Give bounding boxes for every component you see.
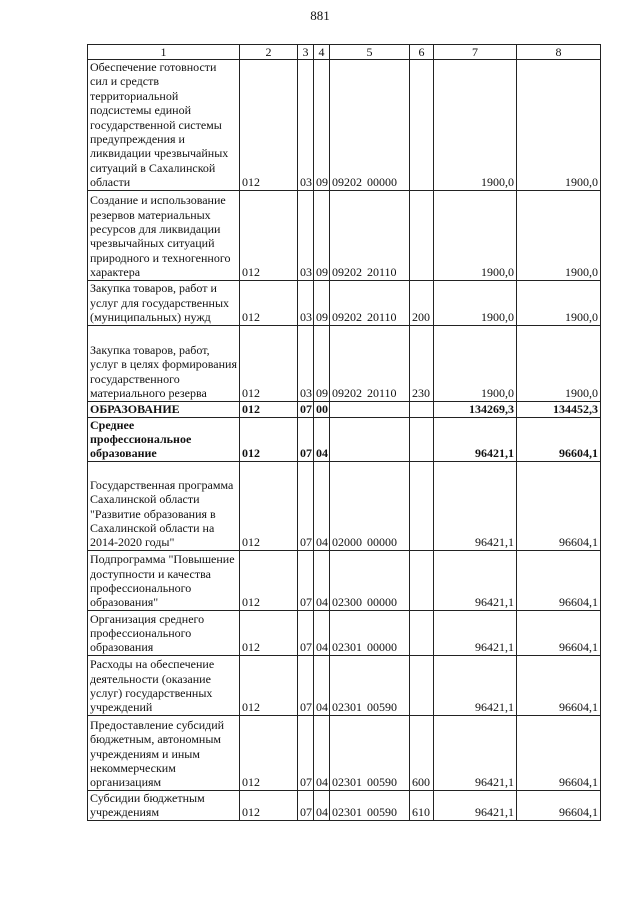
column-header: 7: [434, 45, 517, 60]
row-name-cell: Государственная программа Сахалинской области "Развитие образования в Сахалинской области на 2014-2020 годы": [88, 461, 240, 550]
row-subsection-cell: 09: [314, 280, 330, 325]
row-subsection-cell: 09: [314, 60, 330, 191]
table-row: [88, 60, 601, 191]
row-section-cell: 03: [298, 60, 314, 191]
row-amount-2-cell: 1900,0: [517, 325, 601, 401]
table-row: [88, 610, 601, 655]
row-admin-code-cell: 012: [240, 280, 298, 325]
row-section-cell: 07: [298, 401, 314, 417]
page-number: 881: [310, 8, 330, 23]
row-target-article-cell: 02301 00000: [330, 610, 410, 655]
row-target-article-cell: 02000 00000: [330, 461, 410, 550]
row-subsection-cell: 04: [314, 550, 330, 610]
row-amount-2-cell: 96604,1: [517, 610, 601, 655]
row-name-cell: Закупка товаров, работ и услуг для государственных (муниципальных) нужд: [88, 280, 240, 325]
table-row: [88, 417, 601, 461]
row-section-cell: 07: [298, 417, 314, 461]
header-row: [88, 45, 601, 60]
column-header: 5: [330, 45, 410, 60]
row-admin-code-cell: 012: [240, 417, 298, 461]
row-expense-type-cell: 610: [410, 790, 434, 820]
row-name-cell: ОБРАЗОВАНИЕ: [88, 401, 240, 417]
table-row: [88, 790, 601, 820]
row-amount-2-cell: 96604,1: [517, 461, 601, 550]
row-amount-1-cell: 134269,3: [434, 401, 517, 417]
row-admin-code-cell: 012: [240, 190, 298, 280]
row-section-cell: 07: [298, 550, 314, 610]
row-expense-type-cell: [410, 550, 434, 610]
row-amount-1-cell: 96421,1: [434, 610, 517, 655]
row-target-article-cell: 02300 00000: [330, 550, 410, 610]
row-expense-type-cell: [410, 401, 434, 417]
row-section-cell: 03: [298, 325, 314, 401]
row-amount-1-cell: 96421,1: [434, 790, 517, 820]
row-amount-1-cell: 96421,1: [434, 550, 517, 610]
column-header: 1: [88, 45, 240, 60]
row-amount-2-cell: 96604,1: [517, 550, 601, 610]
row-target-article-cell: 09202 20110: [330, 280, 410, 325]
row-amount-2-cell: 96604,1: [517, 715, 601, 790]
row-subsection-cell: 09: [314, 325, 330, 401]
row-section-cell: 07: [298, 790, 314, 820]
row-admin-code-cell: 012: [240, 60, 298, 191]
row-admin-code-cell: 012: [240, 790, 298, 820]
row-subsection-cell: 04: [314, 715, 330, 790]
row-expense-type-cell: [410, 417, 434, 461]
budget-table: [87, 44, 601, 821]
row-amount-1-cell: 1900,0: [434, 190, 517, 280]
row-name-cell: Подпрограмма "Повышение доступности и качества профессионального образования": [88, 550, 240, 610]
row-section-cell: 03: [298, 280, 314, 325]
row-target-article-cell: [330, 417, 410, 461]
row-target-article-cell: 09202 20110: [330, 325, 410, 401]
row-target-article-cell: [330, 401, 410, 417]
table-row: [88, 461, 601, 550]
row-amount-2-cell: 1900,0: [517, 190, 601, 280]
row-amount-2-cell: 134452,3: [517, 401, 601, 417]
row-name-cell: Субсидии бюджетным учреждениям: [88, 790, 240, 820]
row-amount-1-cell: 96421,1: [434, 715, 517, 790]
table-row: [88, 550, 601, 610]
row-section-cell: 07: [298, 715, 314, 790]
row-amount-2-cell: 1900,0: [517, 60, 601, 191]
row-section-cell: 07: [298, 655, 314, 715]
row-name-cell: Закупка товаров, работ, услуг в целях формирования государственного материального резерва: [88, 325, 240, 401]
row-amount-2-cell: 96604,1: [517, 790, 601, 820]
row-name-cell: Предоставление субсидий бюджетным, автономным учреждениям и иным некоммерческим организациям: [88, 715, 240, 790]
row-admin-code-cell: 012: [240, 655, 298, 715]
row-section-cell: 07: [298, 461, 314, 550]
row-expense-type-cell: [410, 190, 434, 280]
row-admin-code-cell: 012: [240, 401, 298, 417]
row-amount-2-cell: 1900,0: [517, 280, 601, 325]
column-header: 2: [240, 45, 298, 60]
row-target-article-cell: 09202 20110: [330, 190, 410, 280]
row-amount-1-cell: 1900,0: [434, 60, 517, 191]
column-header: 6: [410, 45, 434, 60]
row-expense-type-cell: 200: [410, 280, 434, 325]
row-expense-type-cell: [410, 655, 434, 715]
row-subsection-cell: 04: [314, 610, 330, 655]
row-subsection-cell: 04: [314, 417, 330, 461]
row-admin-code-cell: 012: [240, 610, 298, 655]
row-admin-code-cell: 012: [240, 715, 298, 790]
row-admin-code-cell: 012: [240, 550, 298, 610]
row-amount-1-cell: 96421,1: [434, 655, 517, 715]
column-header: 4: [314, 45, 330, 60]
table-row: [88, 280, 601, 325]
row-name-cell: Создание и использование резервов материальных ресурсов для ликвидации чрезвычайных ситуаций природного и техногенного характера: [88, 190, 240, 280]
row-subsection-cell: 00: [314, 401, 330, 417]
row-subsection-cell: 09: [314, 190, 330, 280]
row-amount-1-cell: 96421,1: [434, 417, 517, 461]
row-name-cell: Обеспечение готовности сил и средств территориальной подсистемы единой государственной системы предупреждения и ликвидации чрезвычайных ситуаций в Сахалинской области: [88, 60, 240, 191]
row-amount-1-cell: 1900,0: [434, 325, 517, 401]
row-name-cell: Организация среднего профессионального образования: [88, 610, 240, 655]
row-subsection-cell: 04: [314, 790, 330, 820]
table-row: [88, 715, 601, 790]
row-target-article-cell: 02301 00590: [330, 790, 410, 820]
table-row: [88, 655, 601, 715]
column-header: 8: [517, 45, 601, 60]
row-admin-code-cell: 012: [240, 461, 298, 550]
row-expense-type-cell: 600: [410, 715, 434, 790]
row-subsection-cell: 04: [314, 655, 330, 715]
row-target-article-cell: 02301 00590: [330, 715, 410, 790]
row-section-cell: 07: [298, 610, 314, 655]
row-expense-type-cell: 230: [410, 325, 434, 401]
row-amount-1-cell: 96421,1: [434, 461, 517, 550]
row-subsection-cell: 04: [314, 461, 330, 550]
row-name-cell: Среднее профессиональное образование: [88, 417, 240, 461]
row-expense-type-cell: [410, 461, 434, 550]
row-name-cell: Расходы на обеспечение деятельности (оказание услуг) государственных учреждений: [88, 655, 240, 715]
row-amount-2-cell: 96604,1: [517, 655, 601, 715]
row-target-article-cell: 09202 00000: [330, 60, 410, 191]
column-header: 3: [298, 45, 314, 60]
row-admin-code-cell: 012: [240, 325, 298, 401]
row-target-article-cell: 02301 00590: [330, 655, 410, 715]
row-amount-1-cell: 1900,0: [434, 280, 517, 325]
table-row: [88, 401, 601, 417]
row-amount-2-cell: 96604,1: [517, 417, 601, 461]
row-expense-type-cell: [410, 610, 434, 655]
row-expense-type-cell: [410, 60, 434, 191]
table-row: [88, 325, 601, 401]
table-row: [88, 190, 601, 280]
row-section-cell: 03: [298, 190, 314, 280]
